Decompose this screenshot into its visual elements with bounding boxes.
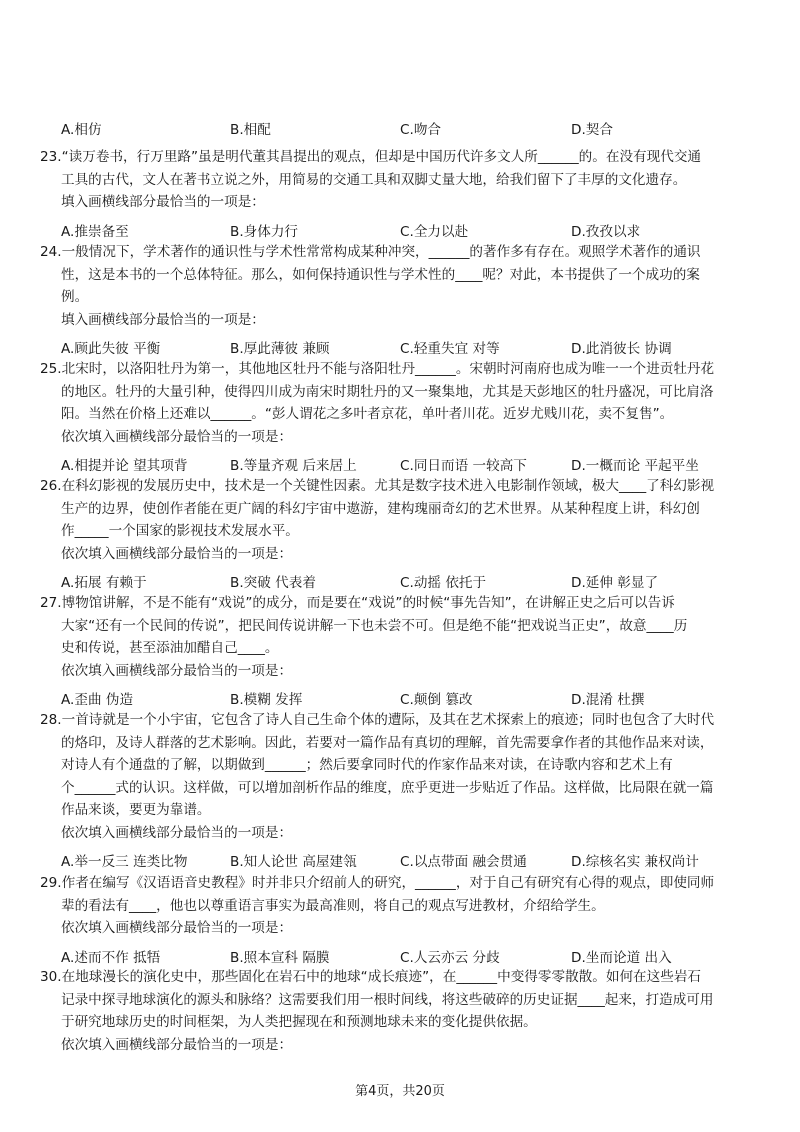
q24-stem-line: 例。 [61, 289, 89, 305]
q24-block [40, 241, 776, 361]
q28-options [40, 850, 776, 874]
q28-option-d: D.综核名实 兼权尚计 [571, 854, 699, 870]
q29-option-c: C.人云亦云 分歧 [400, 949, 500, 966]
q23-block [40, 146, 776, 244]
q22-option-c: C.吻合 [400, 122, 442, 138]
q23-instruction: 填入画横线部分最恰当的一项是： [61, 194, 265, 210]
q28-stem-line: 作品来谈，要更为靠谱。 [61, 802, 211, 818]
q23-option-c: C.全力以赴 [400, 223, 469, 240]
q25-option-c: C.同日而语 一较高下 [400, 458, 527, 474]
q26-option-d: D.延伸 彰显了 [571, 575, 659, 591]
q22-option-a: A.相仿 [61, 122, 102, 138]
q29-stem-line: 辈的看法有____，他也以尊重语言事实为最高准则，将自己的观点写进教材，介绍给学生。 [61, 897, 605, 914]
q26-option-b: B.突破 代表着 [230, 575, 316, 591]
q30-stem-line: 于研究地球历史的时间框架，为人类把握现在和预测地球未来的变化提供依据。 [61, 1014, 537, 1030]
q24-option-b: B.厚此薄彼 兼顾 [230, 341, 330, 357]
q27-stem-line: 史和传说，甚至添油加醋自己____。 [61, 640, 279, 656]
q25-stem-line: 的地区。牡丹的大量引种，使得四川成为南宋时期牡丹的又一聚集地，尤其是天彭地区的牡丹盛况，可比肩洛 [61, 383, 714, 400]
q23-option-b: B.身体力行 [230, 223, 299, 240]
q25-option-d: D.一概而论 平起平坐 [571, 458, 699, 474]
q25-instruction: 依次填入画横线部分最恰当的一项是： [61, 428, 293, 445]
q27-option-b: B.模糊 发挥 [230, 692, 303, 708]
q27-stem-line: 27.博物馆讲解，不是不能有“戏说”的成分，而是要在“戏说”的时候“事先告知”，在讲解正史之后可以告诉 [40, 595, 675, 611]
q28-stem-line: 个______式的认识。这样做，可以增加剖析作品的维度，庶乎更进一步贴近了作品。这样做，比局限在就一篇 [61, 779, 714, 796]
q26-stem-line: 生产的边界，使创作者能在更广阔的科幻宇宙中遨游，建构瑰丽奇幻的艺术世界。从某种程度上讲，科幻创 [61, 500, 700, 517]
q26-block [40, 475, 776, 595]
q25-option-b: B.等量齐观 后来居上 [230, 458, 357, 474]
q28-stem-line: 28.一首诗就是一个小宇宙，它包含了诗人自己生命个体的遭际，及其在艺术探索上的痕迹；同时也包含了大时代 [40, 712, 715, 728]
q23-stem-line: 23.“读万卷书，行万里路”虽是明代董其昌提出的观点，但却是中国历代许多文人所______的。在没有现代交通 [40, 149, 702, 165]
q24-stem-line: 24.一般情况下，学术著作的通识性与学术性常常构成某种冲突，______的著作多有存在。观照学术著作的通识 [40, 244, 701, 260]
q29-block [40, 872, 776, 970]
q27-stem-line: 大家“还有一个民间的传说”，把民间传说讲解一下也未尝不可。但是绝不能“把戏说当正史”，故意____历 [61, 617, 688, 634]
q22-block [40, 118, 776, 142]
q28-option-c: C.以点带面 融会贯通 [400, 854, 527, 870]
q30-instruction: 依次填入画横线部分最恰当的一项是： [61, 1036, 293, 1053]
q23-stem-line: 工具的古代，文人在著书立说之外，用简易的交通工具和双脚丈量大地，给我们留下了丰厚的文化遗存。 [61, 171, 687, 188]
q28-instruction: 依次填入画横线部分最恰当的一项是： [61, 824, 293, 841]
q25-stem-line: 阳。当然在价格上还难以______。“彭人谓花之多叶者京花，单叶者川花。近岁尤贱川花，卖不复售”。 [61, 406, 674, 422]
q27-block [40, 592, 776, 712]
q23-option-a: A.推崇备至 [61, 223, 129, 240]
q24-stem-line: 性，这是本书的一个总体特征。那么，如何保持通识性与学术性的____呢？对此，本书提供了一个成功的案 [61, 266, 700, 283]
q27-instruction: 依次填入画横线部分最恰当的一项是： [61, 662, 293, 679]
q24-option-c: C.轻重失宜 对等 [400, 341, 500, 357]
q22-options [40, 118, 776, 142]
page-number-footer: 第4页，共20页 [355, 1084, 445, 1099]
q27-option-c: C.颠倒 篡改 [400, 692, 473, 708]
q22-option-d: D.契合 [571, 122, 613, 138]
q28-block [40, 709, 776, 874]
q23-options [40, 220, 776, 244]
q26-option-c: C.动摇 依托于 [400, 575, 487, 591]
q30-block [40, 966, 776, 1056]
q29-option-a: A.述而不作 抵牾 [61, 949, 161, 966]
q27-option-d: D.混淆 杜撰 [571, 692, 645, 708]
q29-option-b: B.照本宣科 隔膜 [230, 949, 330, 966]
q26-stem-line: 作_____一个国家的影视技术发展水平。 [61, 523, 299, 539]
q26-instruction: 依次填入画横线部分最恰当的一项是： [61, 545, 293, 562]
q22-option-b: B.相配 [230, 122, 271, 138]
q25-option-a: A.相提并论 望其项背 [61, 458, 188, 474]
q24-option-a: A.顾此失彼 平衡 [61, 341, 161, 357]
q30-stem-line: 30.在地球漫长的演化史中，那些固化在岩石中的地球“成长痕迹”，在______中变得零零散散。如何在这些岩石 [40, 969, 702, 985]
q23-option-d: D.孜孜以求 [571, 223, 641, 240]
q29-instruction: 依次填入画横线部分最恰当的一项是： [61, 920, 293, 936]
q30-stem-line: 记录中探寻地球演化的源头和脉络？这需要我们用一根时间线，将这些破碎的历史证据____起来，打造成可用 [61, 991, 714, 1008]
q28-stem-line: 的烙印，及诗人群落的艺术影响。因此，若要对一篇作品有真切的理解，首先需要拿作者的其他作品来对读， [61, 734, 714, 751]
q26-option-a: A.拓展 有赖于 [61, 575, 147, 591]
q25-block [40, 358, 776, 478]
q29-option-d: D.坐而论道 出入 [571, 949, 672, 966]
q24-option-d: D.此消彼长 协调 [571, 341, 672, 357]
q25-stem-line: 25.北宋时，以洛阳牡丹为第一，其他地区牡丹不能与洛阳牡丹______。宋朝时河南府也成为唯一一个进贡牡丹花 [40, 361, 715, 377]
q26-stem-line: 26.在科幻影视的发展历史中，技术是一个关键性因素。尤其是数字技术进入电影制作领域，极大____了科幻影视 [40, 478, 715, 494]
q24-instruction: 填入画横线部分最恰当的一项是： [61, 311, 265, 328]
q28-option-a: A.举一反三 连类比物 [61, 854, 188, 870]
q28-stem-line: 对诗人有个通盘的了解，以期做到______；然后要拿同时代的作家作品来对读，在诗歌内容和艺术上有 [61, 757, 673, 773]
q27-option-a: A.歪曲 伪造 [61, 692, 134, 708]
q28-option-b: B.知人论世 高屋建瓴 [230, 854, 357, 870]
q29-stem-line: 29.作者在编写《汉语语音史教程》时并非只介绍前人的研究，______，对于自己有研究有心得的观点，即使同师 [40, 875, 715, 891]
